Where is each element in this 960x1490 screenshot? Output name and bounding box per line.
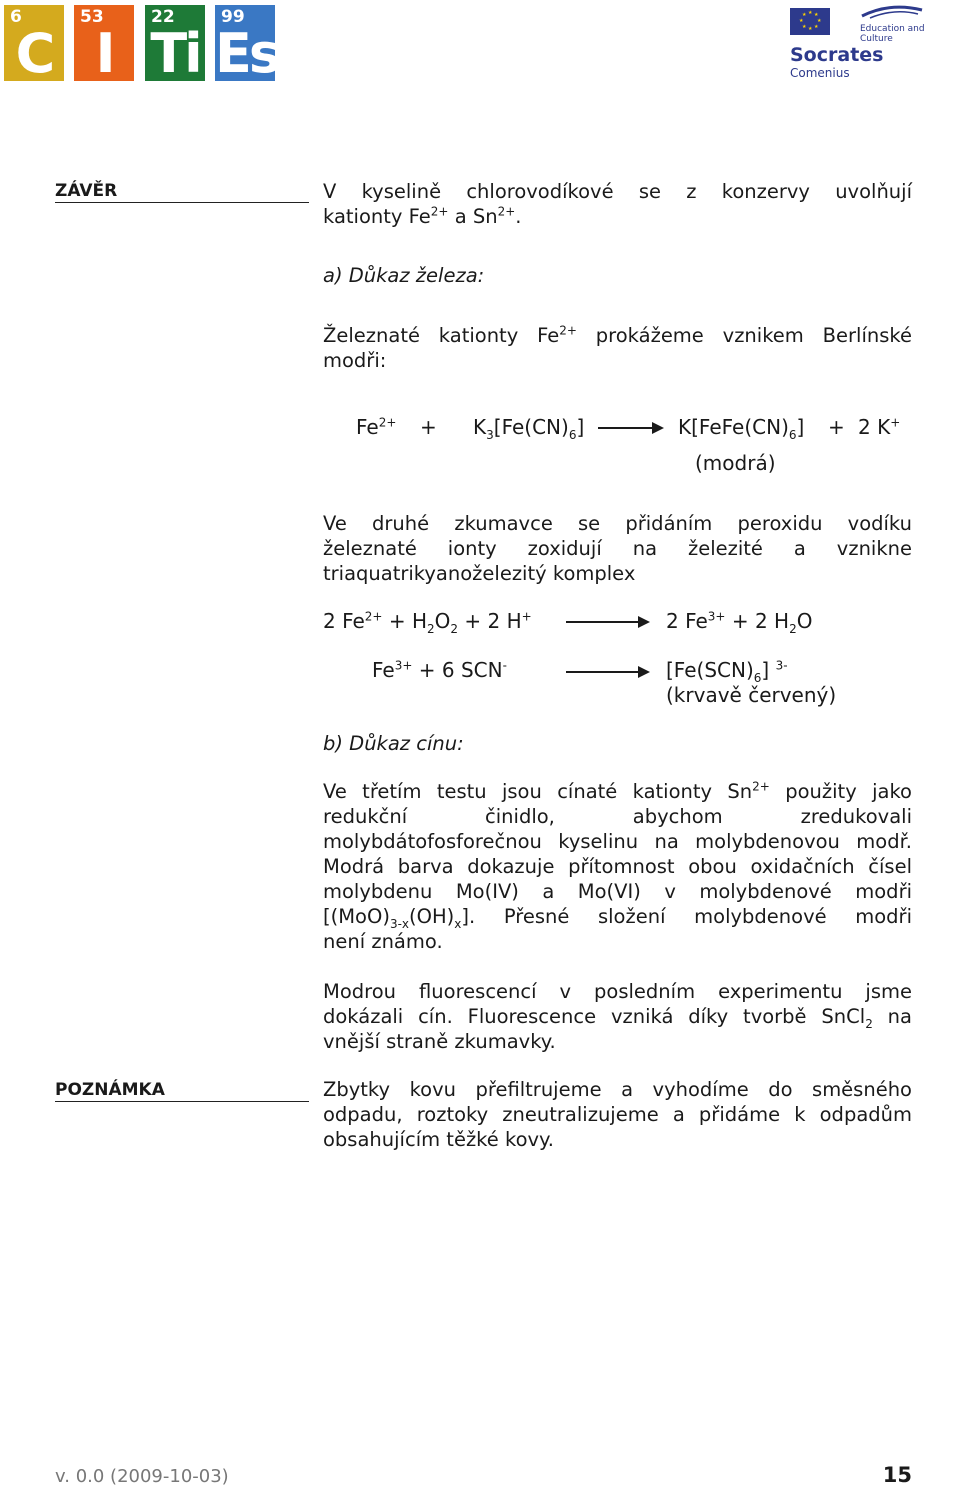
paragraph-tin: Ve třetím testu jsou cínaté kationty $Sn^{2+}$ použity jako redukční činidlo, abychom zredukovali molybdátofosforečnou kyselinu na molybdenovou modř. Modrá barva dokazuje přítomnost obou oxidačních čísel molybdenu Mo(IV) a Mo(VI) v molybdenové modři $[(MoO)_{3-x}(OH)_x]$. Přesné složení molybdenové modři není známo.: [323, 779, 912, 953]
equation-1-product: $K[FeFe(CN)_6]$: [678, 415, 805, 442]
equation-1-note: (modrá): [695, 451, 776, 475]
equation-3-right: $[Fe(SCN)_6]$ $^{3-}$: [666, 658, 788, 685]
logo-tile-c: 6 C: [4, 5, 64, 81]
paragraph-note: Zbytky kovu přefiltrujeme a vyhodíme do směsného odpadu, roztoky zneutralizujeme a přidáme k odpadům obsahujícím těžké kovy.: [323, 1078, 912, 1151]
paragraph-peroxide: Ve druhé zkumavce se přidáním peroxidu vodíku železnaté ionty zoxidují na železité a vznikne triaquatrikyanoželezitý komplex: [323, 512, 912, 585]
paragraph-fluorescence: Modrou fluorescencí v posledním experimentu jsme dokázali cín. Fluorescence vzniká díky tvorbě SnCl$_2$ na vnější straně zkumavky.: [323, 980, 912, 1053]
logo-tile-ti: 22 Ti: [145, 5, 205, 81]
equation-1-product-k: 2 K+: [858, 415, 901, 439]
heading-a: a) Důkaz železa:: [323, 264, 485, 287]
section-label-poznamka: POZNÁMKA: [55, 1080, 309, 1102]
equation-3-note: (krvavě červený): [666, 683, 837, 707]
equation-3-arrow: [566, 671, 648, 673]
equation-2-arrow: [566, 621, 648, 623]
edu-culture-text: Education and Culture: [860, 24, 925, 44]
equation-2-right: 2 $Fe^{3+} + 2$ $H_2O$: [666, 609, 813, 636]
equation-2-left: 2 $Fe^{2+} + H_2O_2 + 2$ H+: [323, 609, 532, 636]
intro-paragraph: V kyselině chlorovodíkové se z konzervy uvolňují kationty $Fe^{2+}$ a $Sn^{2+}$.: [323, 180, 912, 228]
eu-flag-icon: ★ ★ ★ ★ ★ ★ ★ ★: [790, 8, 830, 35]
equation-1-reactant-fe: $Fe^{2+}$: [356, 415, 397, 439]
equation-3-left: $Fe^{3+} + 6$ SCN-: [372, 658, 507, 682]
equation-1-plus-2: +: [828, 415, 845, 439]
swoosh-icon: [860, 4, 924, 20]
equation-1-reactant-k3: $K_3[Fe(CN)_6]$: [473, 415, 585, 442]
comenius-text: Comenius: [790, 66, 850, 80]
logo-tile-i: 53 I: [74, 5, 134, 81]
equation-1-arrow: [598, 427, 662, 429]
socrates-logo-text: Socrates: [790, 44, 884, 66]
equation-1-plus: +: [420, 415, 437, 439]
heading-b: b) Důkaz cínu:: [323, 732, 464, 755]
page-number: 15: [882, 1463, 912, 1487]
footer-version: v. 0.0 (2009-10-03): [55, 1466, 229, 1487]
section-label-zaver: ZÁVĚR: [55, 181, 309, 203]
logo-tile-es: 99 Es: [215, 7, 279, 85]
paragraph-berlin-blue: Železnaté kationty $Fe^{2+}$ prokážeme vznikem Berlínské modři:: [323, 323, 912, 372]
